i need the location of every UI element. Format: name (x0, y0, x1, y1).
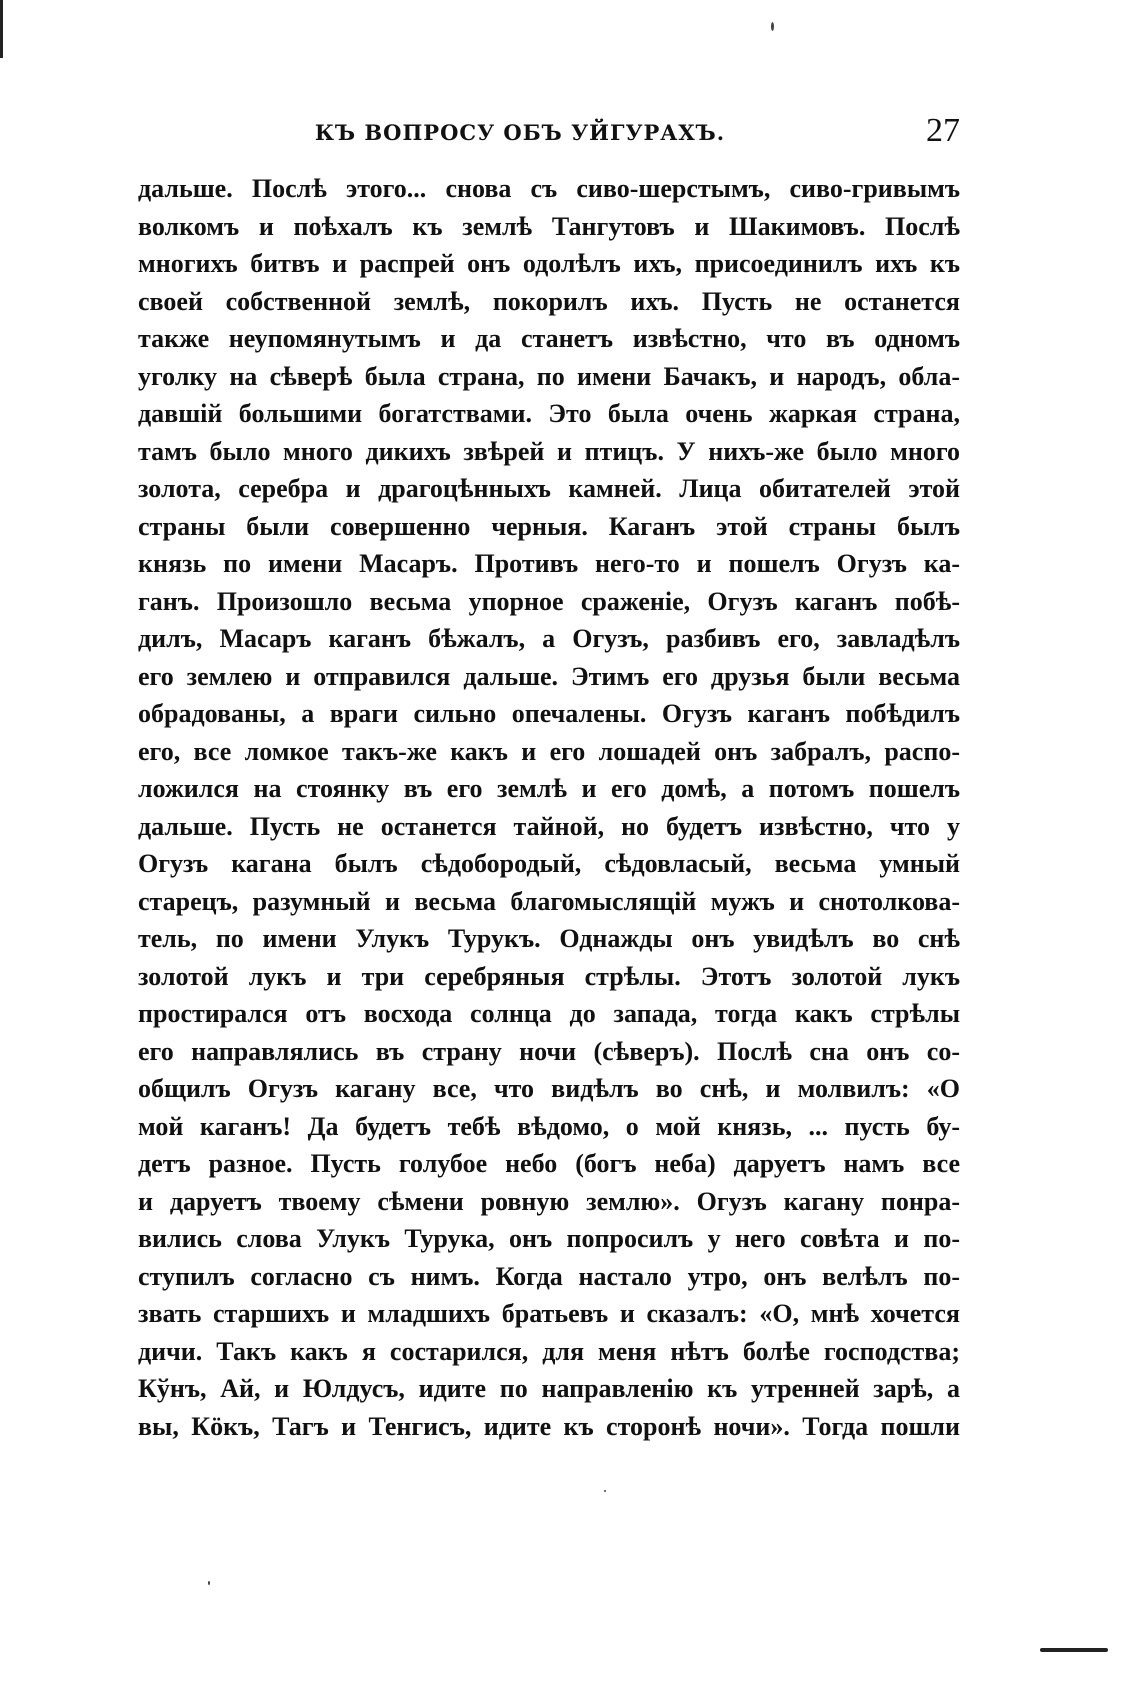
text-line: многихъ битвъ и распрей онъ одолѣлъ ихъ, присоединилъ ихъ къ (138, 249, 960, 278)
text-line: также неупомянутымъ и да станетъ извѣстно, что въ одномъ (138, 324, 960, 353)
running-head (140, 112, 960, 152)
text-line: ложился на стоянку въ его землѣ и его домѣ, а потомъ пошелъ (138, 774, 960, 803)
running-title: КЪ ВОПРОСУ ОБЪ УЙГУРАХЪ. (314, 120, 726, 145)
text-line: его землею и отправился дальше. Этимъ его друзья были весьма (138, 661, 960, 691)
text-line: волкомъ и поѣхалъ къ землѣ Тангутовъ и Шакимовъ. Послѣ (138, 211, 960, 241)
text-line: ступилъ согласно съ нимъ. Когда настало утро, онъ велѣлъ по- (138, 1261, 960, 1291)
text-line: князь по имени Масаръ. Противъ него-то и пошелъ Огузъ ка- (138, 549, 960, 578)
text-line: дальше. Пусть не останется тайной, но будетъ извѣстно, что у (138, 811, 960, 841)
text-line: золотой лукъ и три серебряныя стрѣлы. Этотъ золотой лукъ (138, 961, 960, 991)
text-line: общилъ Огузъ кагану все, что видѣлъ во снѣ, и молвилъ: «О (138, 1074, 960, 1103)
print-speck (771, 22, 774, 31)
print-speck (208, 1581, 210, 1585)
text-line: своей собственной землѣ, покорилъ ихъ. Пусть не останется (138, 286, 960, 316)
page-number: 27 (926, 112, 960, 149)
print-speck (604, 1490, 606, 1492)
text-line: Огузъ кагана былъ сѣдобородый, сѣдовласый, весьма умный (138, 849, 960, 878)
text-line: дальше. Послѣ этого... снова съ сиво-шерстымъ, сиво-гривымъ (138, 174, 960, 203)
text-line: звать старшихъ и младшихъ братьевъ и сказалъ: «О, мнѣ хочется (138, 1299, 960, 1328)
text-line: его, все ломкое такъ-же какъ и его лошадей онъ забралъ, распо- (138, 736, 960, 766)
text-line: обрадованы, а враги сильно опечалены. Огузъ каганъ побѣдилъ (138, 699, 960, 728)
text-line: старецъ, разумный и весьма благомыслящій мужъ и снотолкова- (138, 886, 960, 916)
text-line: тамъ было много дикихъ звѣрей и птицъ. У нихъ-же было много (138, 436, 960, 466)
binding-edge (0, 0, 3, 58)
text-line: уголку на сѣверѣ была страна, по имени Бачакъ, и народъ, обла- (138, 361, 960, 391)
footer-mark (1040, 1648, 1108, 1652)
text-line: дичи. Такъ какъ я состарился, для меня нѣтъ болѣе господства; (138, 1336, 960, 1366)
text-line: давшій большими богатствами. Это была очень жаркая страна, (138, 399, 960, 428)
text-line: дилъ, Масаръ каганъ бѣжалъ, а Огузъ, разбивъ его, завладѣлъ (138, 624, 960, 653)
body-text (138, 170, 960, 1445)
text-line: простирался отъ восхода солнца до запада, тогда какъ стрѣлы (138, 999, 960, 1028)
text-line: страны были совершенно черныя. Каганъ этой страны былъ (138, 511, 960, 541)
text-line: золота, серебра и драгоцѣнныхъ камней. Лица обитателей этой (138, 474, 960, 503)
text-line: вились слова Улукъ Турука, онъ попросилъ у него совѣта и по- (138, 1224, 960, 1253)
text-line: вы, Кöкъ, Тагъ и Тенгисъ, идите къ сторонѣ ночи». Тогда пошли (138, 1411, 960, 1441)
text-line: мой каганъ! Да будетъ тебѣ вѣдомо, о мой князь, ... пусть бу- (138, 1111, 960, 1141)
text-line: Кўнъ, Ай, и Юлдусъ, идите по направленію къ утренней зарѣ, а (138, 1374, 960, 1403)
text-line: детъ разное. Пусть голубое небо (богъ неба) даруетъ намъ все (138, 1149, 960, 1178)
text-line: ганъ. Произошло весьма упорное сраженіе, Огузъ каганъ побѣ- (138, 586, 960, 616)
text-line: его направлялись въ страну ночи (сѣверъ). Послѣ сна онъ со- (138, 1036, 960, 1066)
text-line: тель, по имени Улукъ Турукъ. Однажды онъ увидѣлъ во снѣ (138, 924, 960, 953)
text-line: и даруетъ твоему сѣмени ровную землю». Огузъ кагану понра- (138, 1186, 960, 1216)
